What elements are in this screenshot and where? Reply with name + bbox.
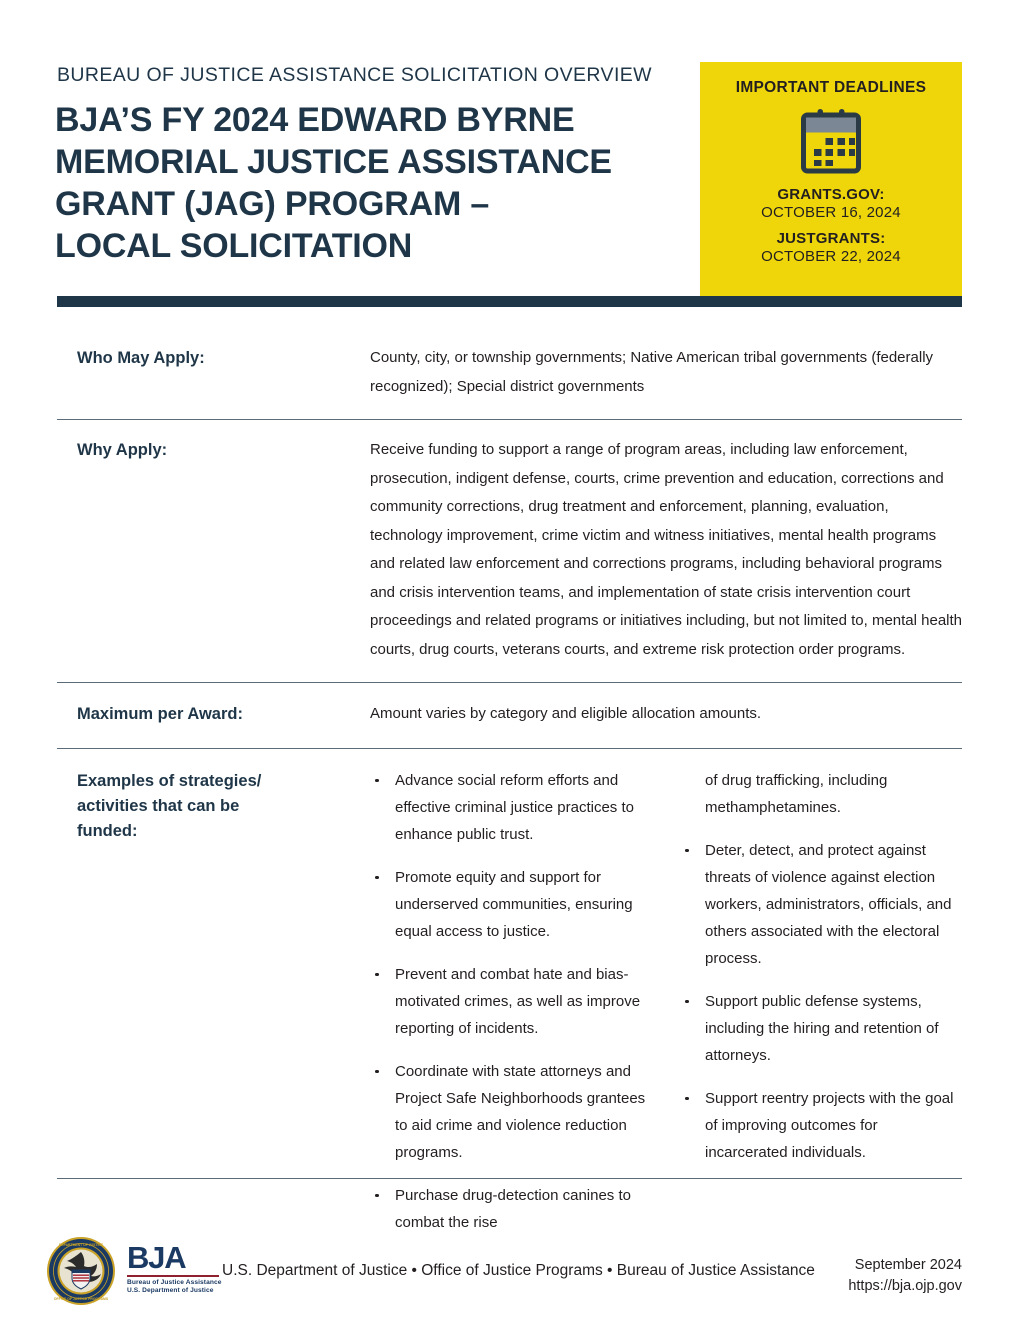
header-divider-bar [57, 296, 962, 307]
list-item: Advance social reform efforts and effective criminal justice practices to enhance public trust. [370, 767, 652, 848]
bja-logo-subtitle-2: U.S. Department of Justice [127, 1286, 214, 1294]
deadline-grants-gov [700, 186, 962, 221]
list-item: Purchase drug-detection canines to combat the rise [370, 1182, 652, 1236]
row-body-examples [370, 767, 962, 1236]
footer-date: September 2024 [854, 1257, 962, 1273]
row-label-examples [57, 767, 370, 844]
deadline-justgrants [700, 230, 962, 265]
list-item: Coordinate with state attorneys and Project Safe Neighborhoods grantees to aid crime and violence reduction programs. [370, 1058, 652, 1166]
footer-divider [57, 1178, 962, 1179]
deadline-label-justgrants: JUSTGRANTS: [776, 230, 886, 247]
examples-left-column [370, 767, 652, 1236]
deadline-label-grants-gov: GRANTS.GOV: [777, 186, 885, 203]
examples-right-column [680, 767, 962, 1236]
list-item-continuation: of drug trafficking, including methamphetamines. [705, 771, 888, 816]
list-item: Promote equity and support for underserved communities, ensuring equal access to justice. [370, 864, 652, 945]
bja-logo [127, 1242, 222, 1300]
deadline-date-grants-gov: OCTOBER 16, 2024 [761, 204, 901, 221]
list-item: Deter, detect, and protect against threats of violence against election workers, administrators, officials, and others associated with the electoral process. [680, 837, 962, 972]
row-label-who-may-apply: Who May Apply: [77, 349, 205, 367]
page-title [55, 99, 715, 267]
important-deadlines-box [700, 62, 962, 300]
maximum-per-award-text: Amount varies by category and eligible allocation amounts. [370, 705, 762, 722]
row-maximum-per-award [57, 682, 962, 748]
footer-url[interactable]: https://bja.ojp.gov [848, 1278, 962, 1294]
svg-text:OFFICE OF JUSTICE PROGRAMS: OFFICE OF JUSTICE PROGRAMS [53, 1297, 109, 1301]
calendar-icon [794, 105, 868, 179]
deadline-date-justgrants: OCTOBER 22, 2024 [761, 248, 901, 265]
row-examples [57, 748, 962, 1260]
bja-logo-rule [127, 1275, 219, 1277]
page-footer [0, 1232, 1018, 1322]
footer-agency-line: U.S. Department of Justice • Office of Justice Programs • Bureau of Justice Assistance [222, 1262, 815, 1279]
row-body-maximum-per-award [370, 700, 962, 729]
title-line-1: BJA’S FY 2024 EDWARD BYRNE [55, 101, 575, 139]
title-line-3: GRANT (JAG) PROGRAM – [55, 185, 490, 223]
deadlines-heading: IMPORTANT DEADLINES [735, 79, 927, 96]
row-who-may-apply [57, 330, 962, 419]
examples-label-line-2: activities that can be [77, 796, 240, 815]
examples-label-line-3: funded: [77, 821, 138, 840]
title-line-2: MEMORIAL JUSTICE ASSISTANCE [55, 143, 612, 181]
doj-seal-icon [46, 1236, 116, 1306]
examples-label-line-1: Examples of strategies/ [77, 771, 262, 790]
svg-text:DEPARTMENT OF JUSTICE: DEPARTMENT OF JUSTICE [58, 1243, 104, 1248]
list-item: Prevent and combat hate and bias-motivated crimes, as well as improve reporting of incidents. [370, 961, 652, 1042]
bja-wordmark: BJA [127, 1240, 186, 1275]
row-label-maximum-per-award: Maximum per Award: [77, 705, 243, 723]
examples-right-list [680, 767, 962, 1166]
list-item: Support reentry projects with the goal of improving outcomes for incarcerated individuals. [680, 1085, 962, 1166]
examples-left-list [370, 767, 652, 1236]
bja-logo-subtitle-1: Bureau of Justice Assistance [127, 1278, 222, 1286]
examples-bullet-columns [370, 767, 962, 1236]
who-may-apply-text: County, city, or township governments; Native American tribal governments (federally recognized); Special district governments [370, 349, 934, 395]
row-why-apply [57, 419, 962, 682]
row-body-who-may-apply [370, 344, 962, 401]
title-line-4: LOCAL SOLICITATION [55, 227, 413, 265]
content-rows [57, 330, 962, 1260]
list-item: Support public defense systems, including the hiring and retention of attorneys. [680, 988, 962, 1069]
row-label-why-apply: Why Apply: [77, 441, 168, 459]
row-body-why-apply [370, 436, 962, 664]
why-apply-text: Receive funding to support a range of program areas, including law enforcement, prosecution, indigent defense, courts, crime prevention and education, corrections and community corrections, drug treatment and enforcement, planning, evaluation, technology improvement, crime victim and witness initiatives, mental health programs and related law enforcement and corrections programs, including behavioral programs and crisis intervention teams, and implementation of state crisis intervention court proceedings and related programs or initiatives including, but not limited to, mental health courts, drug courts, veterans courts, and extreme risk protection order programs. [370, 441, 963, 658]
eyebrow-text: BUREAU OF JUSTICE ASSISTANCE SOLICITATION OVERVIEW [57, 64, 652, 86]
footer-meta [690, 1255, 962, 1297]
page-header [57, 55, 962, 305]
